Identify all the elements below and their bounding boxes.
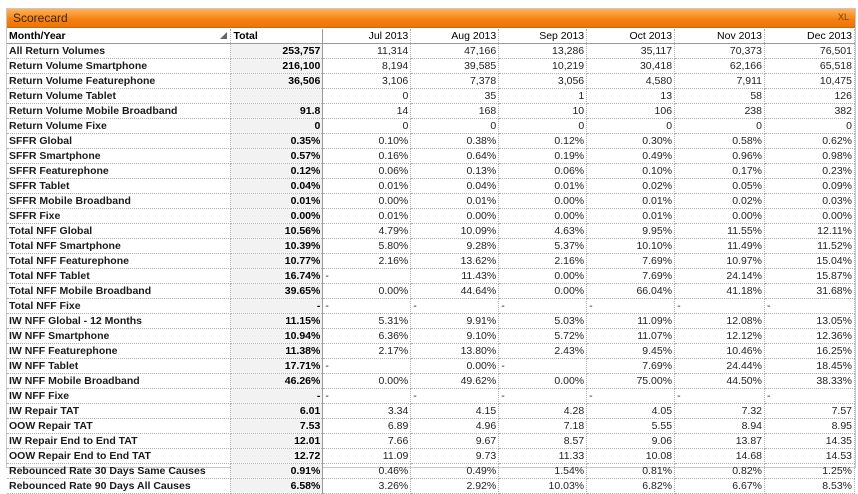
- table-row[interactable]: [7, 119, 855, 134]
- table-cell: 0.64%: [411, 149, 499, 164]
- row-total: 0.04%: [231, 179, 323, 194]
- row-label: IW Repair End to End TAT: [7, 434, 231, 449]
- table-cell: 10.46%: [675, 344, 765, 359]
- row-total: 39.65%: [231, 284, 323, 299]
- table-cell: 24.44%: [675, 359, 765, 374]
- table-cell: 0.00%: [411, 359, 499, 374]
- table-cell: 0.62%: [765, 134, 855, 149]
- row-total: 0.91%: [231, 464, 323, 479]
- row-total: 0.57%: [231, 149, 323, 164]
- table-cell: 0.96%: [675, 149, 765, 164]
- table-cell: 41.18%: [675, 284, 765, 299]
- table-row[interactable]: [7, 59, 855, 74]
- row-label: IW Repair TAT: [7, 404, 231, 419]
- table-cell: 16.25%: [765, 344, 855, 359]
- table-cell: 0.04%: [411, 179, 499, 194]
- table-cell: 0.38%: [411, 134, 499, 149]
- table-row[interactable]: [7, 359, 855, 374]
- row-total: 10.77%: [231, 254, 323, 269]
- row-label: OOW Repair End to End TAT: [7, 449, 231, 464]
- table-cell: 10.97%: [675, 254, 765, 269]
- row-label: Total NFF Smartphone: [7, 239, 231, 254]
- table-cell: 15.04%: [765, 254, 855, 269]
- row-total: 0.01%: [231, 194, 323, 209]
- dimension-header-label: Month/Year: [9, 30, 66, 42]
- table-cell: 8.53%: [765, 479, 855, 494]
- table-cell: 4.96: [411, 419, 499, 434]
- row-total: 6.58%: [231, 479, 323, 494]
- table-cell: 0.82%: [675, 464, 765, 479]
- row-label: Return Volume Fixe: [7, 119, 231, 134]
- table-cell: 13.80%: [411, 344, 499, 359]
- table-cell: 7.57: [765, 404, 855, 419]
- table-cell: 7.18: [499, 419, 587, 434]
- table-cell: 12.11%: [765, 224, 855, 239]
- row-total: 0: [231, 119, 323, 134]
- table-cell: 35: [411, 89, 499, 104]
- table-cell: 9.73: [411, 449, 499, 464]
- table-cell: 5.31%: [323, 314, 411, 329]
- row-total: -: [231, 299, 323, 314]
- table-cell: 12.08%: [675, 314, 765, 329]
- panel-title: Scorecard: [13, 11, 68, 25]
- table-cell: 13.87: [675, 434, 765, 449]
- table-cell: 11.09: [323, 449, 411, 464]
- row-label: IW NFF Tablet: [7, 359, 231, 374]
- table-cell: 0.09%: [765, 179, 855, 194]
- row-label: IW NFF Featurephone: [7, 344, 231, 359]
- table-cell: -: [587, 299, 675, 314]
- scorecard-panel: [6, 8, 856, 492]
- table-cell: 0.23%: [765, 164, 855, 179]
- table-cell: 12.36%: [765, 329, 855, 344]
- table-cell: 49.62%: [411, 374, 499, 389]
- table-cell: -: [587, 389, 675, 404]
- table-cell: 10,475: [765, 74, 855, 89]
- table-row[interactable]: [7, 179, 855, 194]
- table-cell: 1: [499, 89, 587, 104]
- row-label: All Return Volumes: [7, 44, 231, 59]
- table-cell: 9.10%: [411, 329, 499, 344]
- row-label: SFFR Fixe: [7, 209, 231, 224]
- row-total: 6.01: [231, 404, 323, 419]
- table-cell: 0.19%: [499, 149, 587, 164]
- table-cell: 0.01%: [323, 179, 411, 194]
- table-cell: 13: [587, 89, 675, 104]
- row-label: Total NFF Tablet: [7, 269, 231, 284]
- header-row: [7, 29, 855, 44]
- table-cell: 0.10%: [587, 164, 675, 179]
- table-row[interactable]: [7, 434, 855, 449]
- table-cell: 14.53: [765, 449, 855, 464]
- table-row[interactable]: [7, 344, 855, 359]
- table-cell: 3,106: [323, 74, 411, 89]
- table-row[interactable]: [7, 329, 855, 344]
- table-cell: 0.49%: [411, 464, 499, 479]
- table-cell: 31.68%: [765, 284, 855, 299]
- table-cell: 9.28%: [411, 239, 499, 254]
- table-cell: 0.98%: [765, 149, 855, 164]
- table-cell: 5.80%: [323, 239, 411, 254]
- table-cell: 9.95%: [587, 224, 675, 239]
- table-cell: -: [411, 299, 499, 314]
- table-cell: 11,314: [323, 44, 411, 59]
- table-cell: 6.82%: [587, 479, 675, 494]
- table-cell: 0.00%: [323, 374, 411, 389]
- table-cell: 8,194: [323, 59, 411, 74]
- table-cell: 0.13%: [411, 164, 499, 179]
- table-cell: -: [323, 359, 411, 374]
- table-cell: 0.01%: [323, 209, 411, 224]
- table-cell: -: [675, 299, 765, 314]
- table-cell: 0.17%: [675, 164, 765, 179]
- table-cell: 13.62%: [411, 254, 499, 269]
- table-cell: 0.05%: [675, 179, 765, 194]
- table-cell: 0.03%: [765, 194, 855, 209]
- row-total: 36,506: [231, 74, 323, 89]
- row-label: SFFR Smartphone: [7, 149, 231, 164]
- panel-title-bar[interactable]: [7, 9, 855, 28]
- row-total: 0.00%: [231, 209, 323, 224]
- table-cell: 10: [499, 104, 587, 119]
- table-cell: 10.08: [587, 449, 675, 464]
- table-cell: 14.35: [765, 434, 855, 449]
- table-row[interactable]: [7, 314, 855, 329]
- row-label: SFFR Global: [7, 134, 231, 149]
- row-label: SFFR Mobile Broadband: [7, 194, 231, 209]
- table-cell: 0.49%: [587, 149, 675, 164]
- table-row[interactable]: [7, 374, 855, 389]
- table-cell: -: [323, 269, 411, 284]
- table-row[interactable]: [7, 134, 855, 149]
- table-row[interactable]: [7, 479, 855, 494]
- table-row[interactable]: [7, 194, 855, 209]
- row-label: IW NFF Fixe: [7, 389, 231, 404]
- table-cell: 2.17%: [323, 344, 411, 359]
- table-cell: 6.67%: [675, 479, 765, 494]
- table-cell: 8.94: [675, 419, 765, 434]
- table-cell: 0.00%: [323, 284, 411, 299]
- table-cell: 0: [323, 89, 411, 104]
- table-cell: 6.36%: [323, 329, 411, 344]
- table-cell: 5.55: [587, 419, 675, 434]
- table-cell: 14.68: [675, 449, 765, 464]
- table-cell: 4,580: [587, 74, 675, 89]
- table-row[interactable]: [7, 389, 855, 404]
- table-row[interactable]: [7, 239, 855, 254]
- month-header[interactable]: Dec 2013: [765, 29, 855, 44]
- table-cell: 7,911: [675, 74, 765, 89]
- table-row[interactable]: [7, 284, 855, 299]
- table-cell: -: [675, 389, 765, 404]
- row-label: Total NFF Mobile Broadband: [7, 284, 231, 299]
- table-cell: 0.00%: [675, 209, 765, 224]
- table-cell: 10.09%: [411, 224, 499, 239]
- table-cell: 39,585: [411, 59, 499, 74]
- table-cell: -: [499, 299, 587, 314]
- table-cell: 1.25%: [765, 464, 855, 479]
- table-cell: 10,219: [499, 59, 587, 74]
- table-row[interactable]: [7, 269, 855, 284]
- table-cell: 0.02%: [675, 194, 765, 209]
- row-total: 46.26%: [231, 374, 323, 389]
- row-total: 7.53: [231, 419, 323, 434]
- table-cell: 2.43%: [499, 344, 587, 359]
- table-cell: 2.16%: [499, 254, 587, 269]
- table-cell: 11.49%: [675, 239, 765, 254]
- table-row[interactable]: [7, 74, 855, 89]
- month-header[interactable]: Nov 2013: [675, 29, 765, 44]
- table-cell: 12.12%: [675, 329, 765, 344]
- table-cell: 11.33: [499, 449, 587, 464]
- row-label: SFFR Featurephone: [7, 164, 231, 179]
- table-cell: 126: [765, 89, 855, 104]
- table-row[interactable]: [7, 299, 855, 314]
- table-row[interactable]: [7, 224, 855, 239]
- table-cell: 0.00%: [411, 209, 499, 224]
- row-label: Rebounced Rate 30 Days Same Causes: [7, 464, 231, 479]
- table-cell: 8.57: [499, 434, 587, 449]
- row-label: Total NFF Featurephone: [7, 254, 231, 269]
- table-cell: 0: [411, 119, 499, 134]
- table-cell: 1.54%: [499, 464, 587, 479]
- table-cell: 238: [675, 104, 765, 119]
- table-cell: 0.00%: [499, 269, 587, 284]
- row-total: 11.38%: [231, 344, 323, 359]
- table-cell: 47,166: [411, 44, 499, 59]
- row-total: 10.39%: [231, 239, 323, 254]
- row-total: [231, 89, 323, 104]
- table-cell: 76,501: [765, 44, 855, 59]
- table-row[interactable]: [7, 449, 855, 464]
- table-body: [7, 44, 855, 494]
- table-cell: 38.33%: [765, 374, 855, 389]
- table-cell: 0.06%: [323, 164, 411, 179]
- table-row[interactable]: [7, 254, 855, 269]
- month-header[interactable]: Jul 2013: [323, 29, 411, 44]
- table-cell: 0: [675, 119, 765, 134]
- scorecard-table: [7, 29, 855, 494]
- row-label: IW NFF Mobile Broadband: [7, 374, 231, 389]
- table-cell: 5.03%: [499, 314, 587, 329]
- table-cell: 106: [587, 104, 675, 119]
- row-label: Return Volume Featurephone: [7, 74, 231, 89]
- table-cell: 62,166: [675, 59, 765, 74]
- table-cell: 0.10%: [323, 134, 411, 149]
- row-total: 10.94%: [231, 329, 323, 344]
- table-row[interactable]: [7, 44, 855, 59]
- table-cell: 9.45%: [587, 344, 675, 359]
- table-cell: -: [765, 299, 855, 314]
- table-cell: 24.14%: [675, 269, 765, 284]
- table-row[interactable]: [7, 149, 855, 164]
- table-cell: 14: [323, 104, 411, 119]
- table-cell: -: [323, 389, 411, 404]
- table-cell: 0.16%: [323, 149, 411, 164]
- row-label: IW NFF Global - 12 Months: [7, 314, 231, 329]
- row-total: 10.56%: [231, 224, 323, 239]
- table-cell: 3.34: [323, 404, 411, 419]
- table-cell: 35,117: [587, 44, 675, 59]
- table-cell: 2.92%: [411, 479, 499, 494]
- table-cell: 0.00%: [765, 209, 855, 224]
- table-cell: 0: [323, 119, 411, 134]
- table-cell: 0.00%: [323, 194, 411, 209]
- table-cell: -: [499, 359, 587, 374]
- table-cell: 0.46%: [323, 464, 411, 479]
- table-cell: 13,286: [499, 44, 587, 59]
- table-cell: 44.50%: [675, 374, 765, 389]
- table-cell: 11.55%: [675, 224, 765, 239]
- table-cell: 0.01%: [499, 179, 587, 194]
- table-cell: 11.09%: [587, 314, 675, 329]
- table-cell: 44.64%: [411, 284, 499, 299]
- table-cell: 11.43%: [411, 269, 499, 284]
- table-cell: 3.26%: [323, 479, 411, 494]
- table-cell: 5.37%: [499, 239, 587, 254]
- table-cell: 9.06: [587, 434, 675, 449]
- table-cell: 3,056: [499, 74, 587, 89]
- table-cell: 4.28: [499, 404, 587, 419]
- table-cell: 0.00%: [499, 374, 587, 389]
- table-row[interactable]: [7, 104, 855, 119]
- table-cell: 6.89: [323, 419, 411, 434]
- table-cell: 7,378: [411, 74, 499, 89]
- table-cell: 0.01%: [587, 194, 675, 209]
- table-cell: 5.72%: [499, 329, 587, 344]
- table-row[interactable]: [7, 164, 855, 179]
- table-cell: 0.30%: [587, 134, 675, 149]
- table-cell: 7.69%: [587, 359, 675, 374]
- table-cell: 0.06%: [499, 164, 587, 179]
- table-cell: 65,518: [765, 59, 855, 74]
- row-total: 17.71%: [231, 359, 323, 374]
- table-cell: 15.87%: [765, 269, 855, 284]
- table-cell: 0: [765, 119, 855, 134]
- table-cell: 0.00%: [499, 194, 587, 209]
- row-label: Rebounced Rate 90 Days All Causes: [7, 479, 231, 494]
- table-cell: 0.81%: [587, 464, 675, 479]
- row-label: Return Volume Tablet: [7, 89, 231, 104]
- table-cell: 7.69%: [587, 254, 675, 269]
- table-cell: 58: [675, 89, 765, 104]
- table-cell: -: [765, 389, 855, 404]
- row-total: 91.8: [231, 104, 323, 119]
- row-label: Return Volume Mobile Broadband: [7, 104, 231, 119]
- table-row[interactable]: [7, 464, 855, 479]
- table-cell: 0.02%: [587, 179, 675, 194]
- table-cell: -: [411, 389, 499, 404]
- row-label: IW NFF Smartphone: [7, 329, 231, 344]
- table-cell: 0.00%: [499, 209, 587, 224]
- table-cell: 4.79%: [323, 224, 411, 239]
- row-total: 253,757: [231, 44, 323, 59]
- dimension-header[interactable]: [7, 29, 231, 44]
- row-label: Return Volume Smartphone: [7, 59, 231, 74]
- row-label: OOW Repair TAT: [7, 419, 231, 434]
- table-cell: 66.04%: [587, 284, 675, 299]
- table-cell: 4.15: [411, 404, 499, 419]
- table-cell: 0.00%: [499, 284, 587, 299]
- table-cell: 7.32: [675, 404, 765, 419]
- total-header[interactable]: Total: [231, 29, 323, 44]
- table-cell: 7.69%: [587, 269, 675, 284]
- table-cell: 30,418: [587, 59, 675, 74]
- table-cell: 2.16%: [323, 254, 411, 269]
- table-cell: 13.05%: [765, 314, 855, 329]
- row-total: -: [231, 389, 323, 404]
- table-row[interactable]: [7, 89, 855, 104]
- table-cell: 4.63%: [499, 224, 587, 239]
- row-total: 0.12%: [231, 164, 323, 179]
- table-cell: 11.52%: [765, 239, 855, 254]
- table-cell: 4.05: [587, 404, 675, 419]
- row-total: 11.15%: [231, 314, 323, 329]
- table-cell: 0.58%: [675, 134, 765, 149]
- table-cell: 0: [587, 119, 675, 134]
- table-row[interactable]: [7, 209, 855, 224]
- table-cell: 168: [411, 104, 499, 119]
- row-total: 12.72: [231, 449, 323, 464]
- table-cell: -: [499, 389, 587, 404]
- table-cell: 0: [499, 119, 587, 134]
- table-cell: 75.00%: [587, 374, 675, 389]
- month-header[interactable]: Sep 2013: [499, 29, 587, 44]
- sort-triangle-icon[interactable]: [220, 32, 227, 39]
- row-total: 216,100: [231, 59, 323, 74]
- row-label: Total NFF Fixe: [7, 299, 231, 314]
- table-cell: 8.95: [765, 419, 855, 434]
- month-header[interactable]: Oct 2013: [587, 29, 675, 44]
- table-row[interactable]: [7, 404, 855, 419]
- table-cell: 9.91%: [411, 314, 499, 329]
- excel-export-button[interactable]: XL: [837, 12, 849, 22]
- month-header[interactable]: Aug 2013: [411, 29, 499, 44]
- table-cell: 10.10%: [587, 239, 675, 254]
- row-total: 0.35%: [231, 134, 323, 149]
- table-cell: 0.01%: [411, 194, 499, 209]
- row-total: 12.01: [231, 434, 323, 449]
- table-cell: 382: [765, 104, 855, 119]
- table-cell: 0.01%: [587, 209, 675, 224]
- row-label: SFFR Tablet: [7, 179, 231, 194]
- table-cell: 11.07%: [587, 329, 675, 344]
- table-cell: 10.03%: [499, 479, 587, 494]
- table-cell: 9.67: [411, 434, 499, 449]
- table-cell: 70,373: [675, 44, 765, 59]
- row-label: Total NFF Global: [7, 224, 231, 239]
- table-cell: 0.12%: [499, 134, 587, 149]
- table-row[interactable]: [7, 419, 855, 434]
- table-cell: -: [323, 299, 411, 314]
- row-total: 16.74%: [231, 269, 323, 284]
- table-cell: 18.45%: [765, 359, 855, 374]
- table-cell: 7.66: [323, 434, 411, 449]
